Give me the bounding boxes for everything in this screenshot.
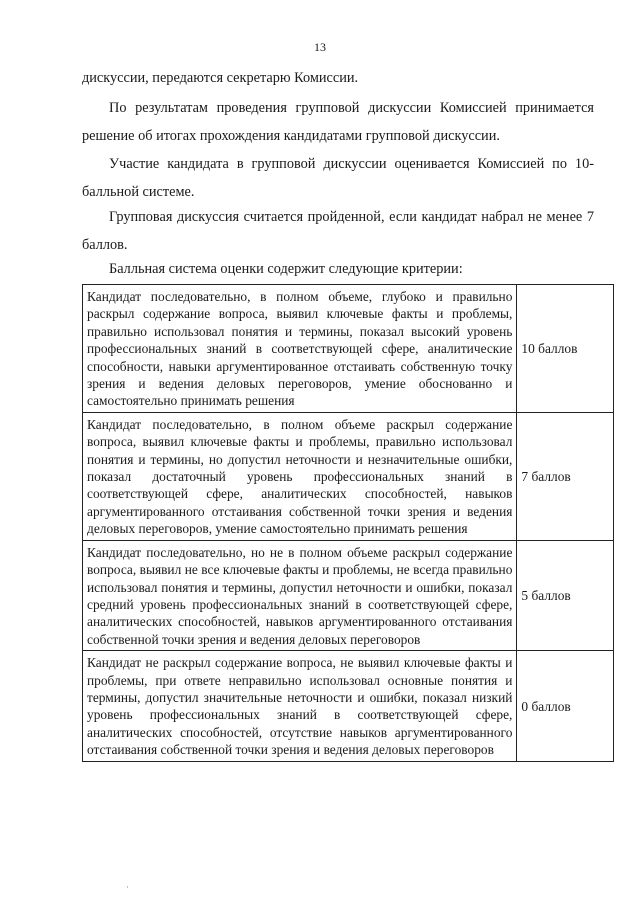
criteria-score: 7 баллов xyxy=(517,412,614,540)
criteria-row xyxy=(83,540,614,650)
criteria-row xyxy=(83,412,614,540)
criteria-table xyxy=(82,284,614,762)
criteria-score: 0 баллов xyxy=(517,651,614,761)
criteria-description: Кандидат последовательно, в полном объеме, глубоко и правильно раскрыл содержание вопроса, выявил ключевые факты и проблемы, правильно использовал понятия и термины, показал высокий уровень профессиональных знаний в соответствующей сфере, аналитические способности, навыки аргументированное отстаивать собственную точку зрения и ведения деловых переговоров, умение обоснованно и самостоятельно принимать решения xyxy=(83,285,517,413)
criteria-row xyxy=(83,651,614,761)
scan-speck: · xyxy=(126,882,129,892)
page-number: 13 xyxy=(314,40,326,54)
paragraph-pass-threshold: Групповая дискуссия считается пройденной, если кандидат набрал не менее 7 баллов. xyxy=(82,209,594,253)
criteria-description: Кандидат последовательно, в полном объеме раскрыл содержание вопроса, выявил ключевые факты и проблемы, правильно использовал понятия и термины, но допустил неточности и незначительные ошибки, показал достаточный уровень профессиональных знаний в соответствующей сфере, аналитических способностей, навыков аргументированного отстаивания собственной точки зрения и ведения деловых переговоров, умение самостоятельно принимать решения xyxy=(83,412,517,540)
criteria-row xyxy=(83,285,614,413)
paragraph-criteria-intro: Балльная система оценки содержит следующие критерии: xyxy=(109,261,463,277)
paragraph-scoring: Участие кандидата в групповой дискуссии оценивается Комиссией по 10-балльной системе. xyxy=(82,156,594,200)
paragraph-decision: По результатам проведения групповой дискуссии Комиссией принимается решение об итогах прохождения кандидатами групповой дискуссии. xyxy=(82,100,594,144)
criteria-score: 10 баллов xyxy=(517,285,614,413)
paragraph-continuation: дискуссии, передаются секретарю Комиссии. xyxy=(82,70,359,86)
criteria-score: 5 баллов xyxy=(517,540,614,650)
criteria-description: Кандидат последовательно, но не в полном объеме раскрыл содержание вопроса, выявил не все ключевые факты и проблемы, не всегда правильно использовал понятия и термины, допустил неточности и ошибки, показал средний уровень профессиональных знаний в соответствующей сфере, аналитических способностей, навыков аргументированного отстаивания собственной точки зрения и ведения деловых переговоров xyxy=(83,540,517,650)
criteria-description: Кандидат не раскрыл содержание вопроса, не выявил ключевые факты и проблемы, при ответе неправильно использовал основные понятия и термины, допустил значительные неточности и ошибки, показал низкий уровень профессиональных знаний в соответствующей сфере, аналитических способностей, отсутствие навыков аргументированного отстаивания собственной точки зрения и ведения деловых переговоров xyxy=(83,651,517,761)
